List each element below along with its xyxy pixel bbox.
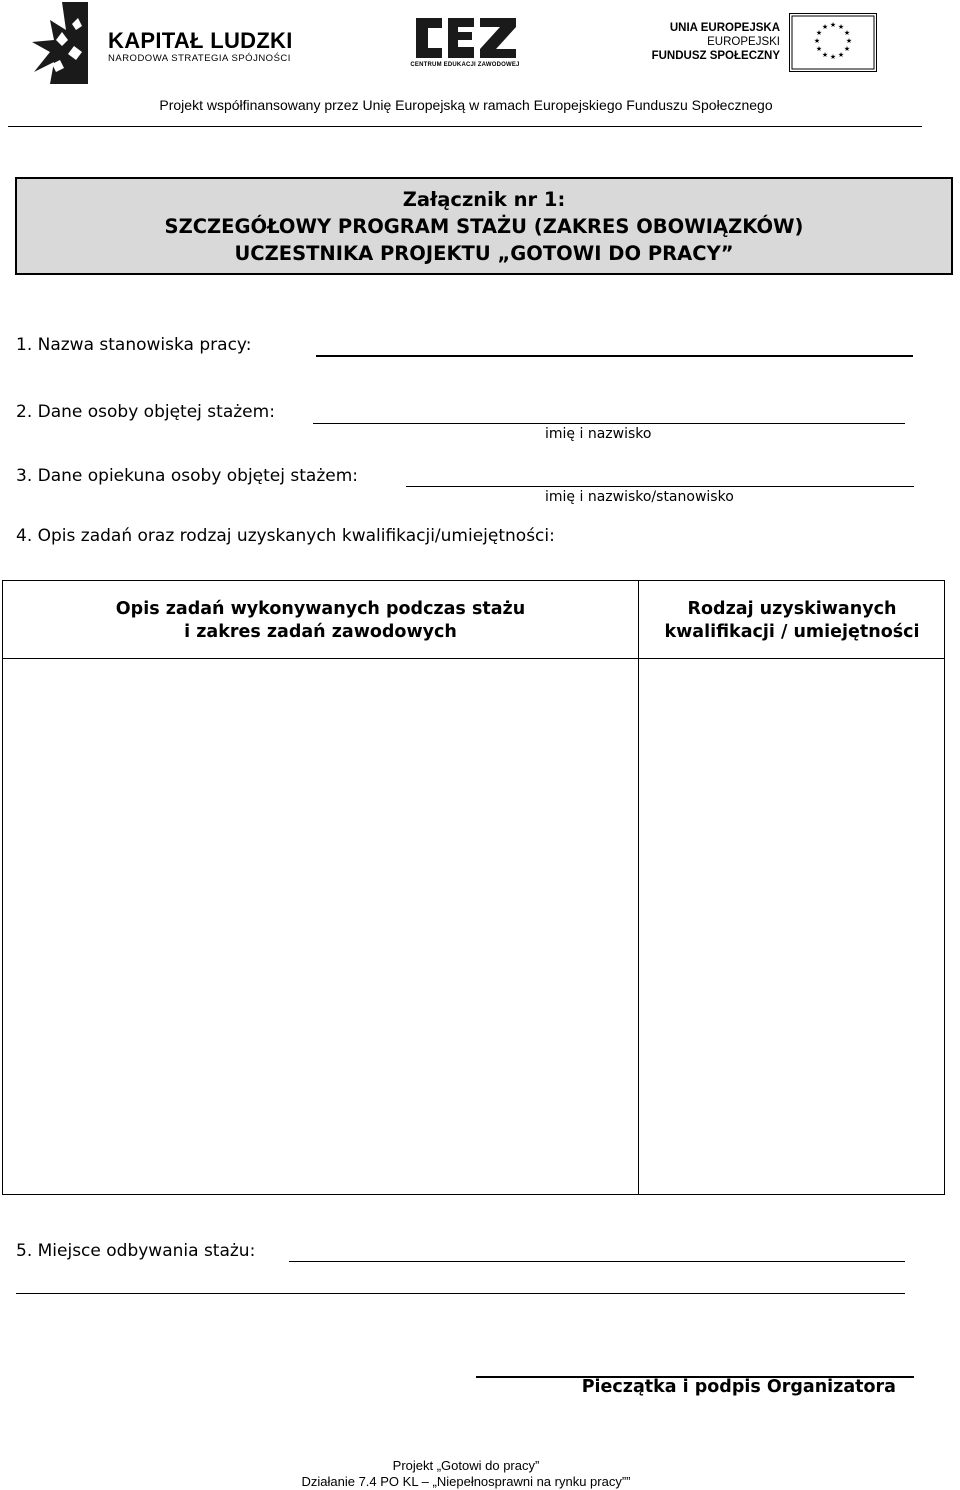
signature-label: Pieczątka i podpis Organizatora bbox=[581, 1377, 896, 1397]
field-1-label: 1. Nazwa stanowiska pracy: bbox=[16, 335, 252, 355]
eu-label-line3: FUNDUSZ SPOŁECZNY bbox=[651, 50, 780, 62]
field-5-line[interactable] bbox=[289, 1261, 905, 1262]
svg-text:★: ★ bbox=[821, 51, 829, 59]
svg-text:★: ★ bbox=[829, 53, 837, 61]
eu-label-line2: EUROPEJSKI bbox=[707, 36, 780, 48]
svg-text:★: ★ bbox=[837, 23, 845, 31]
field-2-line[interactable] bbox=[313, 423, 905, 424]
table-cell-qualifications[interactable] bbox=[639, 659, 944, 1194]
cofinancing-note: Projekt współfinansowany przez Unię Europejską w ramach Europejskiego Funduszu Społecznego bbox=[159, 97, 773, 113]
kapital-ludzki-title: KAPITAŁ LUDZKI bbox=[108, 28, 293, 53]
title-line-3: UCZESTNIKA PROJEKTU „GOTOWI DO PRACY” bbox=[234, 242, 734, 265]
svg-text:★: ★ bbox=[821, 23, 829, 31]
title-line-1: Załącznik nr 1: bbox=[402, 188, 566, 211]
field-3-line[interactable] bbox=[406, 486, 914, 487]
table-header-qualifications bbox=[639, 598, 945, 644]
svg-text:★: ★ bbox=[845, 37, 853, 45]
cez-subtitle: CENTRUM EDUKACJI ZAWODOWEJ bbox=[410, 62, 520, 68]
field-5-line-2[interactable] bbox=[16, 1293, 905, 1294]
svg-text:★: ★ bbox=[813, 37, 821, 45]
field-5-label: 5. Miejsce odbywania stażu: bbox=[16, 1241, 256, 1261]
field-2-label: 2. Dane osoby objętej stażem: bbox=[16, 402, 275, 422]
svg-text:★: ★ bbox=[815, 29, 823, 37]
svg-text:★: ★ bbox=[815, 45, 823, 53]
svg-text:★: ★ bbox=[843, 29, 851, 37]
table-header-qualifications-line1: Rodzaj uzyskiwanych bbox=[687, 599, 897, 619]
table-header-qualifications-line2: kwalifikacji / umiejętności bbox=[664, 622, 920, 642]
kapital-ludzki-subtitle: NARODOWA STRATEGIA SPÓJNOŚCI bbox=[108, 53, 291, 64]
field-1-line[interactable] bbox=[316, 355, 913, 357]
svg-text:★: ★ bbox=[843, 45, 851, 53]
footer-project: Projekt „Gotowi do pracy” bbox=[392, 1458, 540, 1473]
field-3-label: 3. Dane opiekuna osoby objętej stażem: bbox=[16, 466, 358, 486]
table-header-tasks-line1: Opis zadań wykonywanych podczas stażu bbox=[115, 599, 526, 619]
header-divider bbox=[8, 126, 922, 127]
table-header-tasks bbox=[3, 598, 638, 644]
field-4-label: 4. Opis zadań oraz rodzaj uzyskanych kwalifikacji/umiejętności: bbox=[16, 526, 555, 546]
title-line-2: SZCZEGÓŁOWY PROGRAM STAŻU (ZAKRES OBOWIĄZKÓW) bbox=[164, 215, 804, 238]
footer-action: Działanie 7.4 PO KL – „Niepełnosprawni na rynku pracy”” bbox=[301, 1474, 631, 1489]
table-header-tasks-line2: i zakres zadań zawodowych bbox=[184, 622, 457, 642]
field-3-hint: imię i nazwisko/stanowisko bbox=[545, 489, 734, 505]
svg-text:★: ★ bbox=[829, 21, 837, 29]
document-title-box bbox=[15, 177, 953, 275]
eu-label-line1: UNIA EUROPEJSKA bbox=[669, 22, 780, 34]
svg-text:★: ★ bbox=[837, 51, 845, 59]
field-2-hint: imię i nazwisko bbox=[545, 426, 652, 442]
eu-flag-icon bbox=[789, 13, 877, 72]
table-cell-tasks[interactable] bbox=[3, 659, 638, 1194]
